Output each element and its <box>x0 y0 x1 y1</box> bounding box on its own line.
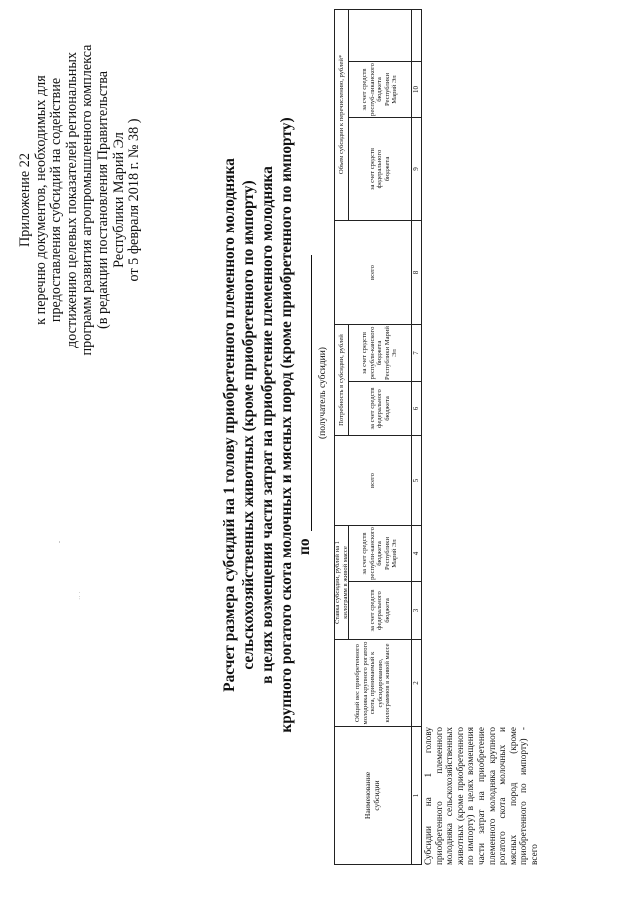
column-number: 8 <box>411 270 420 275</box>
column-number: 9 <box>411 167 420 171</box>
header-volume-republic: за счет средств респуб-ликанского бюджета Республики Марий Эл <box>361 63 399 116</box>
appendix-line: (в редакции постановления Правительства <box>94 70 111 330</box>
table-rule <box>421 9 422 865</box>
column-number: 6 <box>411 406 420 411</box>
header-total-weight: Общий вес приобретенного молодняка крупного рогатого скота, принимаемый к субсидированию, килограммов в живой массе <box>354 641 392 725</box>
recipient-line <box>296 255 316 555</box>
table-rule <box>334 864 422 865</box>
header-need-republic: за счет средств республи-канского бюджета Республики Марий Эл <box>361 326 399 380</box>
scan-speck: . <box>53 541 62 543</box>
appendix-date-line: от 5 февраля 2018 г. № 38 ) <box>126 118 143 282</box>
column-number: 5 <box>411 478 420 483</box>
document-title <box>220 55 296 795</box>
column-number: 7 <box>411 351 420 355</box>
header-volume-extra <box>349 10 411 61</box>
header-need-group: Потребность в субсидии, рублей <box>337 334 345 426</box>
column-number: 1 <box>411 793 420 798</box>
header-rate-republic: за счет средств республи-канского бюджета Республики Марий Эл <box>361 527 399 580</box>
appendix-number: Приложение 22 <box>17 153 33 247</box>
scan-smudge: ·· · <box>76 591 84 600</box>
appendix-line: достижению целевых показателей региональных <box>63 51 80 349</box>
subsidy-table <box>334 9 422 865</box>
header-rate-group: Ставка субсидии, рублей на 1 килограмм в живой массе <box>334 541 349 624</box>
column-number: 3 <box>411 608 420 613</box>
header-need-total: всего <box>369 473 377 488</box>
table-row-label: Субсидии на 1 голову приобретенного племенного молодняка сельскохозяйственных животных (кроме приобретенного по импорту) в целях возмещения части затрат на приобретение племенного молодняка крупного рогатого скота молочных и мясных пород (кроме приобретенного по импорту) - всего <box>424 727 540 865</box>
po-label: по <box>296 538 313 555</box>
title-line: крупного рогатого скота молочных и мясных пород (кроме приобретенного по импорту) <box>278 117 295 733</box>
recipient-blank <box>311 255 312 531</box>
appendix-line: программ развития агропромышленного комплекса <box>79 44 96 356</box>
header-need-federal: за счет средств федерального бюджета <box>368 387 391 430</box>
column-number: 4 <box>411 551 420 556</box>
title-line: сельскохозяйственных животных (кроме приобретенного по импорту) <box>240 180 257 670</box>
column-number: 2 <box>411 681 420 685</box>
title-line: Расчет размера субсидий на 1 голову приобретенного племенного молодняка <box>221 158 238 692</box>
appendix-line: к перечню документов, необходимых для <box>32 75 49 325</box>
column-number: 10 <box>411 86 420 93</box>
title-line: в целях возмещения части затрат на приобретение племенного молодняка <box>259 166 276 684</box>
header-subsidy-name: Наименование субсидии <box>363 771 381 820</box>
recipient-caption: (получатель субсидии) <box>318 347 328 439</box>
appendix-block <box>18 0 143 400</box>
appendix-line: предоставления субсидий на содействие <box>48 77 65 323</box>
header-volume-federal: за счет средств федерального бюджета <box>368 147 391 191</box>
header-volume-group: Объем субсидии к перечислению, рублей* <box>337 54 345 175</box>
header-volume-total: всего <box>369 265 377 280</box>
appendix-line: Республики Марий Эл <box>110 132 127 268</box>
header-rate-federal: за счет средств федерального бюджета <box>368 589 391 632</box>
